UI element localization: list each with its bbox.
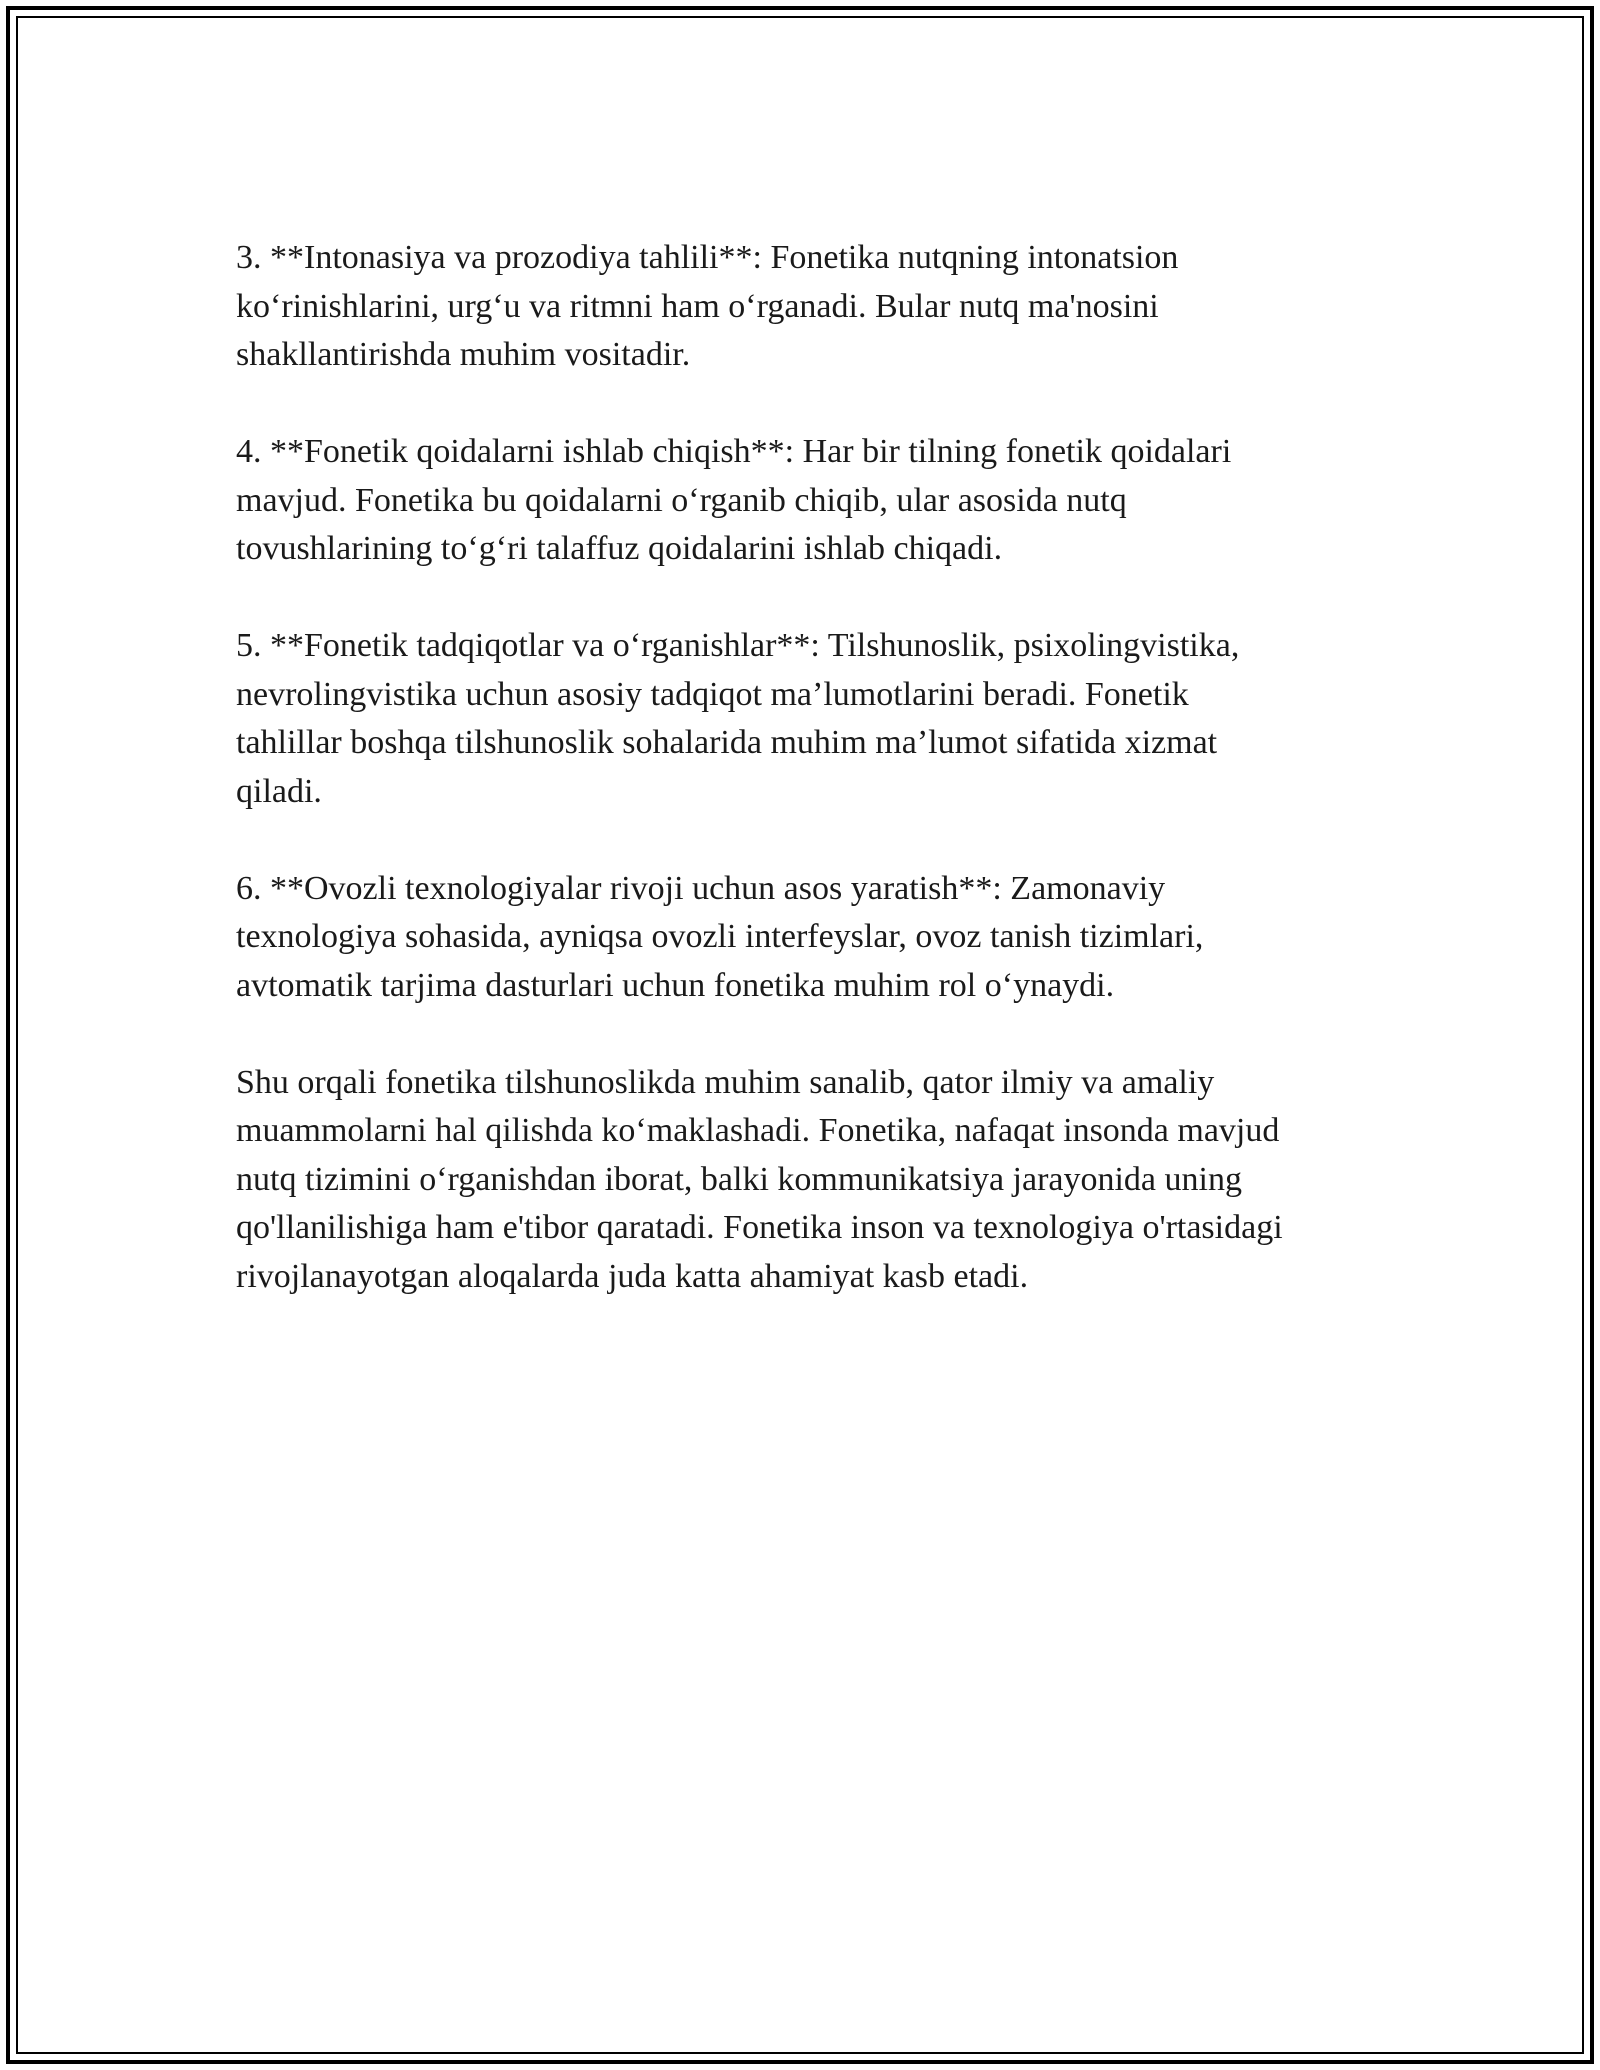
text-line: rivojlanayotgan aloqalarda juda katta ahamiyat kasb etadi. xyxy=(236,1257,1029,1295)
text-line: avtomatik tarjima dasturlari uchun fonetika muhim rol o‘ynaydi. xyxy=(236,966,1115,1004)
text-line: qiladi. xyxy=(236,772,322,810)
text-line: 5. **Fonetik tadqiqotlar va o‘rganishlar**: Tilshunoslik, psixolingvistika, xyxy=(236,627,1240,664)
text-line: 6. **Ovozli texnologiyalar rivoji uchun asos yaratish**: Zamonaviy xyxy=(236,869,1166,907)
text-line: qo'llanilishiga ham e'tibor qaratadi. Fonetika inson va texnologiya o'rtasidagi xyxy=(236,1209,1283,1246)
paragraph-intonation xyxy=(236,234,1376,380)
text-line: muammolarni hal qilishda ko‘maklashadi. Fonetika, nafaqat insonda mavjud xyxy=(236,1112,1280,1149)
text-line: mavjud. Fonetika bu qoidalarni o‘rganib chiqib, ular asosida nutq xyxy=(236,481,1127,519)
document-body xyxy=(236,234,1376,1350)
text-line: shakllantirishda muhim vositadir. xyxy=(236,336,691,373)
text-line: ko‘rinishlarini, urg‘u va ritmni ham o‘rganadi. Bular nutq ma'nosini xyxy=(236,287,1159,325)
text-line: texnologiya sohasida, ayniqsa ovozli interfeyslar, ovoz tanish tizimlari, xyxy=(236,918,1204,955)
paragraph-phonetic-research xyxy=(236,622,1376,816)
text-line: Shu orqali fonetika tilshunoslikda muhim sanalib, qator ilmiy va amaliy xyxy=(236,1063,1215,1101)
text-line: tovushlarining to‘g‘ri talaffuz qoidalarini ishlab chiqadi. xyxy=(236,530,1003,567)
text-line: nutq tizimini o‘rganishdan iborat, balki kommunikatsiya jarayonida uning xyxy=(236,1160,1242,1198)
text-line: 3. **Intonasiya va prozodiya tahlili**: Fonetika nutqning intonatsion xyxy=(236,239,1179,276)
text-line: tahlillar boshqa tilshunoslik sohalarida muhim ma’lumot sifatida xizmat xyxy=(236,724,1218,761)
paragraph-phonetic-rules xyxy=(236,428,1376,574)
text-line: 4. **Fonetik qoidalarni ishlab chiqish**: Har bir tilning fonetik qoidalari xyxy=(236,433,1232,470)
text-line: nevrolingvistika uchun asosiy tadqiqot ma’lumotlarini beradi. Fonetik xyxy=(236,675,1189,713)
paragraph-conclusion xyxy=(236,1059,1376,1302)
paragraph-voice-technologies xyxy=(236,865,1376,1011)
